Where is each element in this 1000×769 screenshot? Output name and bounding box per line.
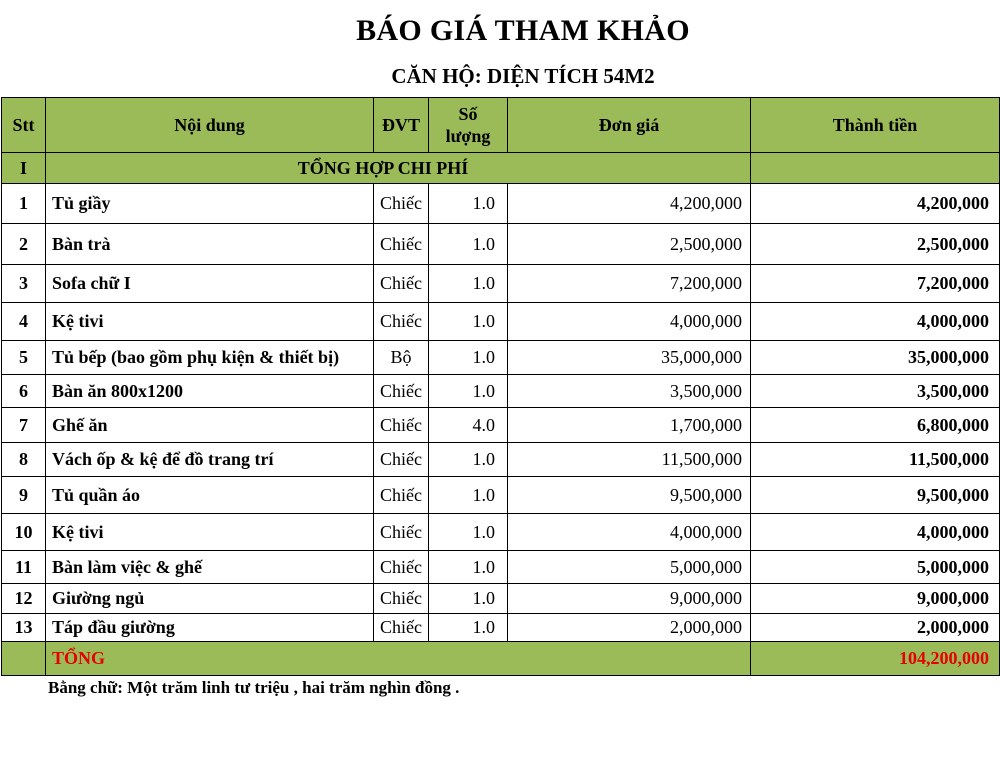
row-stt: 8 xyxy=(2,443,46,477)
header-unit-price: Đơn giá xyxy=(508,98,751,153)
table-row xyxy=(2,224,1000,265)
row-amount: 5,000,000 xyxy=(751,551,1000,584)
row-stt: 2 xyxy=(2,224,46,265)
page-title: BÁO GIÁ THAM KHẢO xyxy=(356,14,690,47)
row-amount: 9,000,000 xyxy=(751,584,1000,614)
row-quantity: 1.0 xyxy=(429,184,508,224)
row-content: Ghế ăn xyxy=(46,408,374,443)
row-amount: 4,200,000 xyxy=(751,184,1000,224)
table-header-row xyxy=(2,98,1000,153)
row-content: Sofa chữ I xyxy=(46,265,374,303)
total-row xyxy=(2,642,1000,676)
row-unit: Chiếc xyxy=(374,408,429,443)
row-quantity: 1.0 xyxy=(429,265,508,303)
header-stt: Stt xyxy=(2,98,46,153)
row-unit-price: 3,500,000 xyxy=(508,375,751,408)
row-stt: 6 xyxy=(2,375,46,408)
row-unit-price: 4,200,000 xyxy=(508,184,751,224)
row-stt: 5 xyxy=(2,341,46,375)
row-quantity: 1.0 xyxy=(429,341,508,375)
row-unit-price: 35,000,000 xyxy=(508,341,751,375)
table-row xyxy=(2,584,1000,614)
row-unit: Chiếc xyxy=(374,477,429,514)
row-stt: 12 xyxy=(2,584,46,614)
row-content: Bàn ăn 800x1200 xyxy=(46,375,374,408)
row-unit-price: 2,000,000 xyxy=(508,614,751,642)
row-quantity: 1.0 xyxy=(429,551,508,584)
row-unit-price: 7,200,000 xyxy=(508,265,751,303)
row-amount: 9,500,000 xyxy=(751,477,1000,514)
row-unit: Chiếc xyxy=(374,443,429,477)
row-unit-price: 1,700,000 xyxy=(508,408,751,443)
table-row xyxy=(2,551,1000,584)
row-content: Vách ốp & kệ để đồ trang trí xyxy=(46,443,374,477)
row-stt: 9 xyxy=(2,477,46,514)
row-content: Giường ngủ xyxy=(46,584,374,614)
row-unit: Chiếc xyxy=(374,614,429,642)
row-amount: 35,000,000 xyxy=(751,341,1000,375)
table-row xyxy=(2,265,1000,303)
header-content: Nội dung xyxy=(46,98,374,153)
row-quantity: 1.0 xyxy=(429,514,508,551)
header-amount: Thành tiền xyxy=(751,98,1000,153)
row-content: Bàn trà xyxy=(46,224,374,265)
row-quantity: 1.0 xyxy=(429,614,508,642)
row-unit: Bộ xyxy=(374,341,429,375)
row-stt: 11 xyxy=(2,551,46,584)
table-row xyxy=(2,614,1000,642)
row-unit: Chiếc xyxy=(374,551,429,584)
row-unit-price: 9,500,000 xyxy=(508,477,751,514)
table-row xyxy=(2,303,1000,341)
total-amount: 104,200,000 xyxy=(751,642,1000,676)
row-quantity: 4.0 xyxy=(429,408,508,443)
table-row xyxy=(2,514,1000,551)
row-quantity: 1.0 xyxy=(429,443,508,477)
header-unit: ĐVT xyxy=(374,98,429,153)
row-stt: 10 xyxy=(2,514,46,551)
row-unit: Chiếc xyxy=(374,303,429,341)
row-unit: Chiếc xyxy=(374,224,429,265)
row-unit-price: 11,500,000 xyxy=(508,443,751,477)
row-amount: 2,000,000 xyxy=(751,614,1000,642)
row-stt: 7 xyxy=(2,408,46,443)
row-content: Bàn làm việc & ghế xyxy=(46,551,374,584)
total-label: TỔNG xyxy=(46,642,751,676)
row-amount: 6,800,000 xyxy=(751,408,1000,443)
header-quantity xyxy=(429,98,508,153)
row-quantity: 1.0 xyxy=(429,224,508,265)
total-empty-cell xyxy=(2,642,46,676)
quote-table xyxy=(1,97,1000,676)
row-unit-price: 4,000,000 xyxy=(508,303,751,341)
row-unit-price: 9,000,000 xyxy=(508,584,751,614)
row-stt: 13 xyxy=(2,614,46,642)
row-quantity: 1.0 xyxy=(429,375,508,408)
row-unit-price: 2,500,000 xyxy=(508,224,751,265)
row-amount: 11,500,000 xyxy=(751,443,1000,477)
row-amount: 3,500,000 xyxy=(751,375,1000,408)
row-content: Tủ bếp (bao gồm phụ kiện & thiết bị) xyxy=(46,341,374,375)
section-row xyxy=(2,153,1000,184)
table-row xyxy=(2,408,1000,443)
row-quantity: 1.0 xyxy=(429,303,508,341)
row-unit: Chiếc xyxy=(374,184,429,224)
section-label: TỔNG HỢP CHI PHÍ xyxy=(46,153,751,184)
amount-in-words: Bằng chữ: Một trăm linh tư triệu , hai trăm nghìn đồng . xyxy=(48,678,460,697)
table-row xyxy=(2,341,1000,375)
row-content: Kệ tivi xyxy=(46,514,374,551)
row-unit: Chiếc xyxy=(374,375,429,408)
header-quantity-line1: Số xyxy=(458,104,478,124)
row-stt: 1 xyxy=(2,184,46,224)
table-row xyxy=(2,184,1000,224)
row-unit: Chiếc xyxy=(374,265,429,303)
section-index: I xyxy=(2,153,46,184)
row-quantity: 1.0 xyxy=(429,477,508,514)
header-quantity-line2: lượng xyxy=(445,126,491,146)
page-subtitle: CĂN HỘ: DIỆN TÍCH 54M2 xyxy=(391,64,655,88)
row-unit-price: 5,000,000 xyxy=(508,551,751,584)
row-quantity: 1.0 xyxy=(429,584,508,614)
table-row xyxy=(2,375,1000,408)
table-row xyxy=(2,477,1000,514)
row-amount: 2,500,000 xyxy=(751,224,1000,265)
row-unit: Chiếc xyxy=(374,584,429,614)
row-content: Tủ quần áo xyxy=(46,477,374,514)
row-amount: 7,200,000 xyxy=(751,265,1000,303)
table-row xyxy=(2,443,1000,477)
row-stt: 4 xyxy=(2,303,46,341)
row-unit-price: 4,000,000 xyxy=(508,514,751,551)
row-unit: Chiếc xyxy=(374,514,429,551)
row-amount: 4,000,000 xyxy=(751,514,1000,551)
row-amount: 4,000,000 xyxy=(751,303,1000,341)
row-content: Tủ giầy xyxy=(46,184,374,224)
row-stt: 3 xyxy=(2,265,46,303)
row-content: Kệ tivi xyxy=(46,303,374,341)
section-empty-cell xyxy=(751,153,1000,184)
row-content: Táp đầu giường xyxy=(46,614,374,642)
